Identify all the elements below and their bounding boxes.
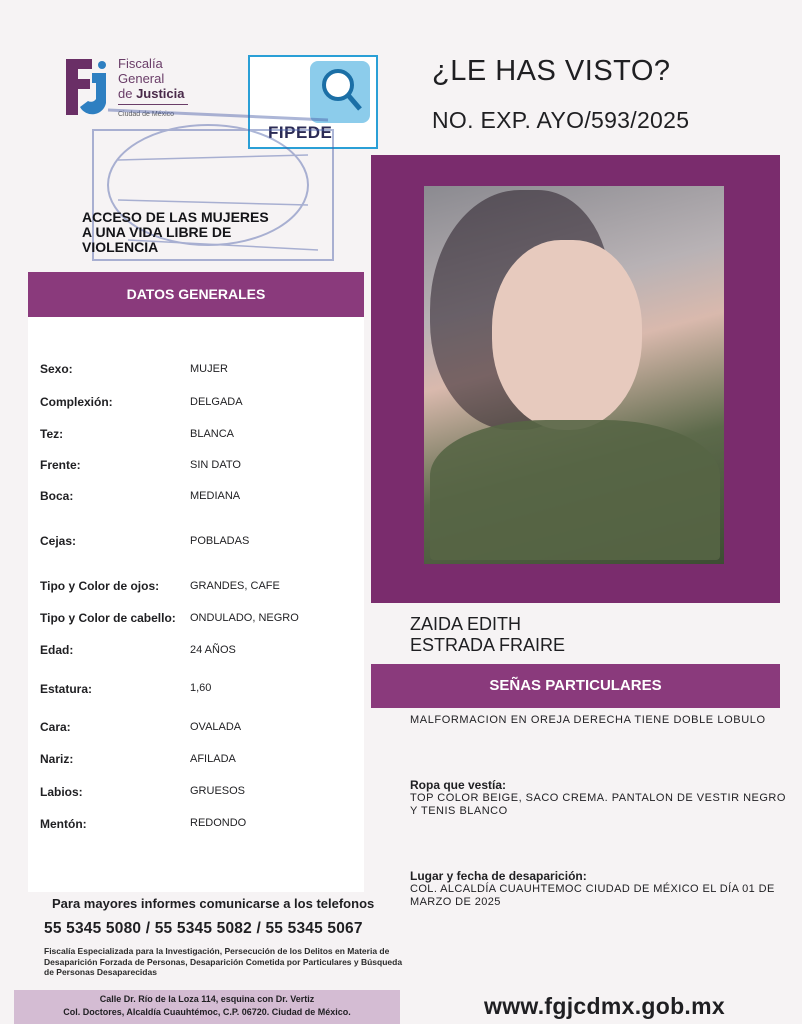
footer-address: Calle Dr. Río de la Loza 114, esquina con Dr. Vertiz Col. Doctores, Alcaldía Cuauhtémoc, C.P. 06720. Ciudad de México. xyxy=(63,994,351,1017)
row-label-cabello: Tipo y Color de cabello: xyxy=(40,611,176,625)
row-label-edad: Edad: xyxy=(40,643,74,657)
row-label-estatura: Estatura: xyxy=(40,682,93,696)
fipede-label: FIPEDE xyxy=(268,123,333,142)
row-value-ojos: GRANDES, CAFE xyxy=(190,580,280,592)
acceso-heading: ACCESO DE LAS MUJERES A UNA VIDA LIBRE DE VIOLENCIA xyxy=(82,209,269,255)
fiscalia-text: Fiscalía Especializada para la Investigación, Persecución de los Delitos en Materia de Desaparición Forzada de Personas, Desaparición Cometida por Particulares y Búsqueda de Personas Desaparecidas xyxy=(44,946,403,977)
row-value-menton: REDONDO xyxy=(190,817,247,829)
row-label-labios: Labios: xyxy=(40,785,83,799)
row-label-cejas: Cejas: xyxy=(40,534,77,548)
row-label-sexo: Sexo: xyxy=(40,362,73,376)
row-label-boca: Boca: xyxy=(40,489,74,503)
website-link[interactable]: www.fgjcdmx.gob.mx xyxy=(484,993,725,1019)
fgj-logo-text: Fiscalía General de Justicia Ciudad de México xyxy=(118,56,188,122)
row-label-tez: Tez: xyxy=(40,427,64,441)
row-label-ojos: Tipo y Color de ojos: xyxy=(40,579,160,593)
senas-text: MALFORMACION EN OREJA DERECHA TIENE DOBLE LOBULO xyxy=(410,714,766,726)
informes-text: Para mayores informes comunicarse a los telefonos xyxy=(52,896,375,911)
datos-generales-heading: DATOS GENERALES xyxy=(126,286,266,302)
expediente-number: NO. EXP. AYO/593/2025 xyxy=(432,107,690,133)
row-value-boca: MEDIANA xyxy=(190,490,241,502)
senas-heading: SEÑAS PARTICULARES xyxy=(489,677,662,694)
row-label-cara: Cara: xyxy=(40,720,71,734)
row-value-frente: SIN DATO xyxy=(190,459,241,471)
row-value-edad: 24 AÑOS xyxy=(190,644,236,656)
row-value-nariz: AFILADA xyxy=(190,753,236,765)
row-value-cabello: ONDULADO, NEGRO xyxy=(190,612,299,624)
row-value-cejas: POBLADAS xyxy=(190,535,250,547)
row-value-sexo: MUJER xyxy=(190,363,228,375)
photo-face xyxy=(492,240,642,430)
row-value-estatura: 1,60 xyxy=(190,682,212,694)
row-label-nariz: Nariz: xyxy=(40,752,74,766)
page-title: ¿LE HAS VISTO? xyxy=(432,55,671,87)
photo-sweater xyxy=(430,420,720,560)
row-label-frente: Frente: xyxy=(40,458,81,472)
person-name: ZAIDA EDITH ESTRADA FRAIRE xyxy=(410,614,566,655)
ropa-label: Ropa que vestía: xyxy=(410,778,507,792)
ropa-text: TOP COLOR BEIGE, SACO CREMA. PANTALON DE VESTIR NEGRO Y TENIS BLANCO xyxy=(410,792,786,817)
row-value-labios: GRUESOS xyxy=(190,785,246,797)
lugar-text: COL. ALCALDÍA CUAUHTEMOC CIUDAD DE MÉXICO EL DÍA 01 DE MARZO DE 2025 xyxy=(410,883,775,908)
row-label-complexion: Complexión: xyxy=(40,395,113,409)
lugar-label: Lugar y fecha de desaparición: xyxy=(410,869,587,883)
row-label-menton: Mentón: xyxy=(40,817,87,831)
row-value-tez: BLANCA xyxy=(190,428,235,440)
telefonos: 55 5345 5080 / 55 5345 5082 / 55 5345 5067 xyxy=(44,920,363,937)
row-value-complexion: DELGADA xyxy=(190,396,243,408)
row-value-cara: OVALADA xyxy=(190,721,242,733)
